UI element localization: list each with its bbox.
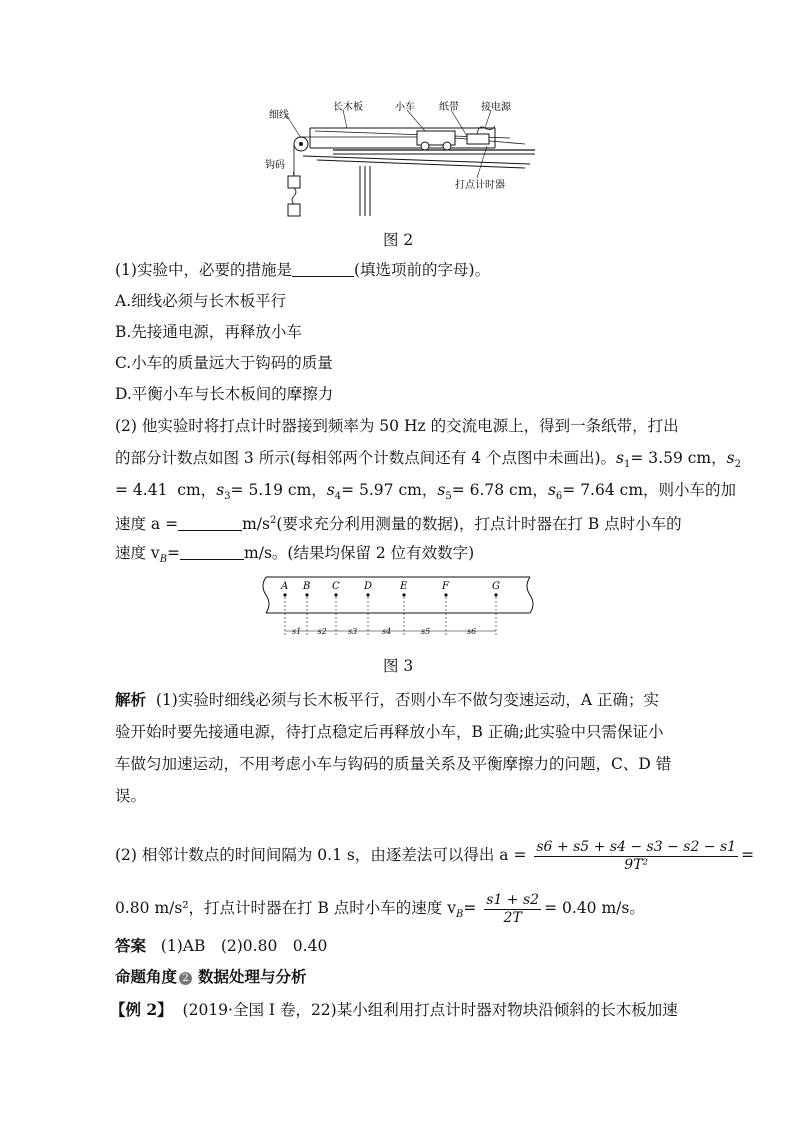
tape-segment-label-s1: s1: [292, 627, 302, 636]
analysis-formula-v: 0.80 m/s²，打点计时器在打 B 点时小车的速度 $v_B=$ $\frac{s1 + s2}{2T}$ = 0.40 m/s。: [115, 891, 645, 926]
answer-blank-1[interactable]: [292, 262, 354, 277]
label-power: 接电源: [481, 102, 511, 113]
tape-point-label-A: A: [281, 581, 289, 592]
label-timer: 打点计时器: [455, 180, 505, 191]
tape-point-E: [402, 593, 405, 596]
analysis-line3: 车做匀加速运动，不用考虑小车与钩码的质量关系及平衡摩擦力的问题，C、D 错: [115, 755, 672, 773]
analysis-line4: 误。: [115, 787, 147, 805]
analysis-formula-a: (2) 相邻计数点的时间间隔为 0.1 s，由逐差法可以得出 a = $\frac{s6 + s5 + s4 - s3 - s2 - s1}{\text{9T²}}$ =: [115, 838, 755, 873]
tape-point-label-F: F: [442, 581, 449, 592]
q2-line2: 的部分计数点如图 3 所示(每相邻两个计数点间还有 4 个点图中未画出)。$s_1= 3.59$ cm，$s_2$: [115, 449, 741, 471]
q2-line5: 速度 $v_B= m/s$。(结果均保留 2 位有效数字): [115, 544, 475, 566]
figure2-caption: 图 2: [383, 231, 414, 249]
tape-segment-label-s2: s2: [317, 627, 327, 636]
angle-badge: 2: [179, 972, 192, 985]
example-line: 【例 2】 (2019·全国 Ⅰ 卷，22)某小组利用打点计时器对物块沿倾斜的长木板加速: [110, 1000, 678, 1019]
q2-line1: (2) 他实验时将打点计时器接到频率为 50 Hz 的交流电源上，得到一条纸带，打出: [115, 417, 679, 435]
tape-point-label-C: C: [332, 581, 340, 592]
tape-segment-label-s6: s6: [467, 627, 477, 636]
label-board: 长木板: [333, 102, 363, 113]
tape-point-label-E: E: [400, 581, 408, 592]
tape-point-F: [444, 593, 447, 596]
option-c: C.小车的质量远大于钩码的质量: [115, 354, 333, 372]
apparatus-figure: [255, 98, 540, 223]
tape-point-A: [283, 593, 286, 596]
label-weight: 钩码: [265, 160, 285, 171]
tape-point-label-G: G: [492, 581, 500, 592]
option-b: B.先接通电源，再释放小车: [115, 323, 302, 341]
label-tape: 纸带: [439, 102, 459, 113]
option-a: A.细线必须与长木板平行: [115, 292, 287, 310]
tape-segment-label-s5: s5: [421, 627, 431, 636]
tape-segment-label-s3: s3: [348, 627, 358, 636]
tape-segment-label-s4: s4: [382, 627, 392, 636]
label-cart: 小车: [395, 102, 415, 113]
answer-blank-a[interactable]: [178, 516, 242, 531]
figure3-caption: 图 3: [383, 657, 414, 675]
option-d: D.平衡小车与长木板间的摩擦力: [115, 385, 334, 403]
analysis-line2: 验开始时要先接通电源，待打点稳定后再释放小车，B 正确;此实验中只需保证小: [115, 723, 664, 741]
tape-figure: [258, 573, 536, 643]
tape-point-C: [334, 593, 337, 596]
answer-blank-v[interactable]: [180, 545, 244, 560]
q2-line4: 速度 $a = m/s^2$(要求充分利用测量的数据)，打点计时器在打 B 点时小车的: [115, 515, 682, 534]
formula-v-fraction: $\frac{s1 + s2}{2T}$: [486, 891, 540, 926]
answer-line: 答案 (1)AB (2)0.80 0.40: [115, 936, 328, 955]
analysis-line1: 解析 (1)实验时细线必须与长木板平行，否则小车不做匀变速运动，A 正确；实: [115, 690, 659, 709]
angle-line: 命题角度 2 数据处理与分析: [115, 967, 307, 986]
q2-line3: = 4.41 cm，$s_3= 5.19$ cm，$s_4= 5.97$ cm，$s_5= 6.78$ cm，$s_6= 7.64$ cm，则小车的加: [115, 481, 737, 503]
tape-point-label-D: D: [364, 581, 373, 592]
q1-stem: (1)实验中，必要的措施是 (填选项前的字母)。: [115, 261, 491, 279]
tape-point-B: [305, 593, 308, 596]
label-wire: 细线: [269, 110, 289, 121]
tape-point-label-B: B: [303, 581, 311, 592]
formula-a-fraction: $\frac{s6 + s5 + s4 - s3 - s2 - s1}{\text{9T²}}$: [536, 838, 737, 873]
tape-point-G: [494, 593, 497, 596]
tape-point-D: [366, 593, 369, 596]
